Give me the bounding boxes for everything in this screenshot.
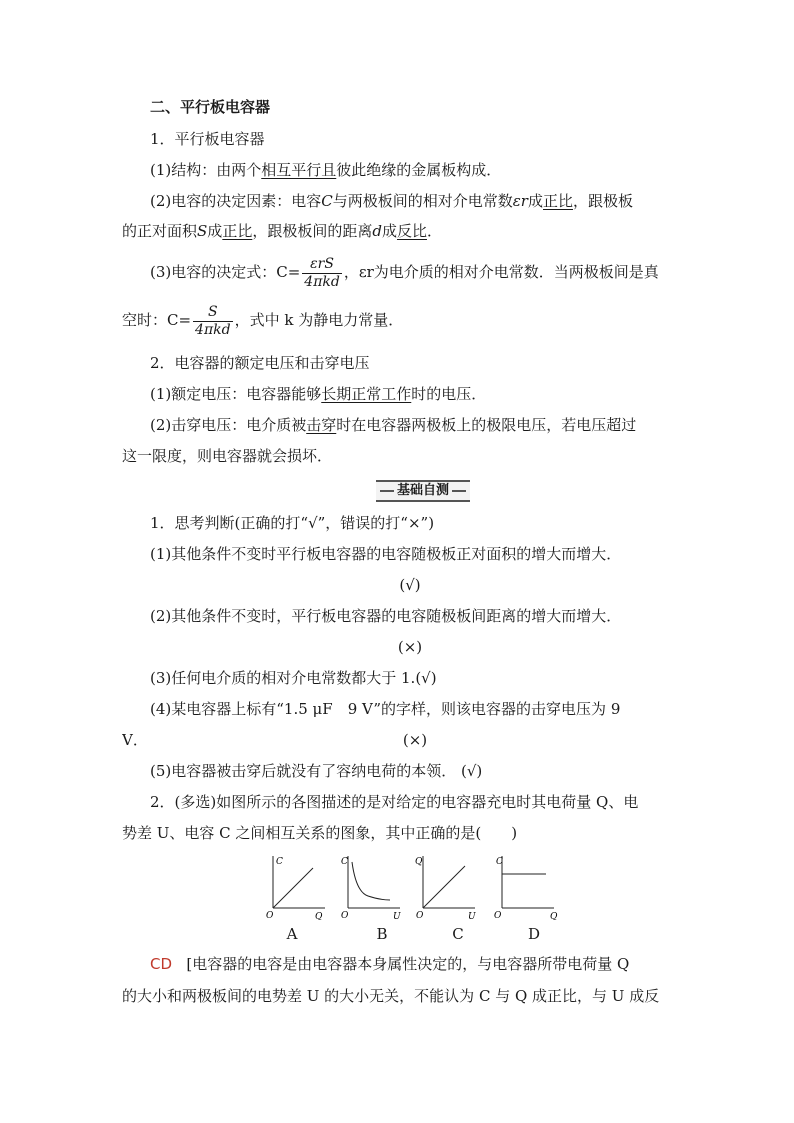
- answer-key: CD: [150, 955, 173, 973]
- question-1-title: 1．思考判断(正确的打“√”，错误的打“×”): [150, 514, 435, 532]
- symbol: εr: [512, 192, 528, 210]
- structure-line: [150, 159, 677, 181]
- numerator: S: [193, 304, 233, 322]
- text: 与两极板间的相对介电常数: [332, 192, 513, 210]
- item-2: (2)其他条件不变时，平行板电容器的电容随极板间距离的增大而增大．: [150, 607, 622, 625]
- text: 成: [527, 192, 543, 210]
- question-2-line-1: 2．(多选)如图所示的各图描述的是对给定的电容器充电时其电荷量 Q、电: [150, 793, 639, 811]
- text: 彼此绝缘的金属板构成．: [336, 161, 502, 179]
- origin-label: O: [341, 911, 349, 920]
- text: 的正对面积: [122, 222, 198, 240]
- section-title: 二、平行板电容器: [150, 98, 271, 116]
- item-5: (5)电容器被击穿后就没有了容纳电荷的本领． (√): [150, 762, 483, 780]
- text: (2)击穿电压：电介质被: [150, 416, 307, 434]
- answer-line-1: [150, 953, 677, 975]
- curve: [352, 862, 390, 900]
- y-axis-label: C: [496, 857, 503, 867]
- y-axis-label: Q: [415, 857, 423, 867]
- graph-a-label: A: [286, 925, 298, 943]
- y-axis-label: C: [341, 857, 348, 867]
- curve: [273, 868, 313, 908]
- graph-d-label: D: [527, 925, 541, 943]
- breakdown-line-1: [150, 414, 677, 436]
- underlined-term: 相互平行且: [261, 161, 337, 179]
- fraction: [302, 256, 342, 291]
- text: 时的电压．: [411, 385, 487, 403]
- text: (1)结构：由两个: [150, 161, 262, 179]
- item-4-mark: (×): [402, 731, 428, 749]
- x-axis-label: U: [468, 912, 476, 920]
- text: ，式中 k 为静电力常量．: [234, 311, 404, 329]
- text: ，εr为电介质的相对介电常数．当两极板间是真: [343, 263, 659, 281]
- text: ，跟极板: [573, 192, 634, 210]
- x-axis-label: Q: [550, 912, 558, 920]
- text: (1)额定电压：电容器能够: [150, 385, 322, 403]
- answer-line-2: 的大小和两极板间的电势差 U 的大小无关，不能认为 C 与 Q 成正比，与 U 成反: [122, 987, 660, 1005]
- factor-line-1: [150, 190, 677, 212]
- x-axis-label: Q: [315, 912, 323, 920]
- formula-line-1: [150, 252, 677, 292]
- x-axis-label: U: [393, 912, 401, 920]
- item-2-mark: (×): [397, 638, 423, 656]
- text: 空时：C=: [122, 311, 192, 329]
- underlined-term: 长期正常工作: [321, 385, 412, 403]
- rated-voltage-line: [150, 383, 677, 405]
- origin-label: O: [494, 911, 502, 920]
- symbol: d: [372, 222, 382, 240]
- fraction: [193, 304, 233, 339]
- text: ．: [426, 222, 442, 240]
- factor-line-2: [122, 220, 677, 242]
- item-4: (4)某电容器上标有“1.5 μF 9 V”的字样，则该电容器的击穿电压为 9: [150, 700, 621, 718]
- underlined-term: 反比: [396, 222, 427, 240]
- graph-b-label: B: [376, 925, 388, 943]
- subsection-title: 1．平行板电容器: [150, 130, 265, 148]
- numerator: εrS: [302, 256, 342, 274]
- self-test-badge: 基础自测: [376, 480, 470, 502]
- text: 时在电容器两极板上的极限电压，若电压超过: [336, 416, 637, 434]
- graph-d: [490, 852, 582, 920]
- curve: [423, 866, 465, 908]
- underlined-term: 正比: [543, 192, 574, 210]
- underlined-term: 击穿: [306, 416, 337, 434]
- origin-label: O: [266, 911, 274, 920]
- breakdown-line-2: 这一限度，则电容器就会损坏．: [122, 447, 333, 465]
- origin-label: O: [416, 911, 424, 920]
- question-2-line-2: 势差 U、电容 C 之间相互关系的图象，其中正确的是( ): [122, 824, 518, 842]
- underlined-term: 正比: [222, 222, 253, 240]
- text: ，跟极板间的距离: [252, 222, 373, 240]
- symbol: C: [321, 192, 333, 210]
- item-1-mark: (√): [399, 576, 421, 594]
- denominator: 4πkd: [195, 321, 231, 338]
- denominator: 4πkd: [304, 273, 340, 290]
- y-axis-label: C: [276, 857, 283, 867]
- text: 成: [381, 222, 397, 240]
- item-4-line-2: V．: [122, 731, 148, 749]
- formula-line-2: [122, 300, 677, 340]
- symbol: S: [197, 222, 208, 240]
- graph-c-label: C: [452, 925, 464, 943]
- item-3: (3)任何电介质的相对介电常数都大于 1.(√): [150, 669, 437, 687]
- text: 成: [207, 222, 223, 240]
- item-1: (1)其他条件不变时平行板电容器的电容随极板正对面积的增大而增大．: [150, 545, 622, 563]
- text: (3)电容的决定式：C=: [150, 263, 301, 281]
- subsection-title: 2．电容器的额定电压和击穿电压: [150, 354, 370, 372]
- text: (2)电容的决定因素：电容: [150, 192, 322, 210]
- text: [电容器的电容是由电容器本身属性决定的，与电容器所带电荷量 Q: [186, 955, 630, 973]
